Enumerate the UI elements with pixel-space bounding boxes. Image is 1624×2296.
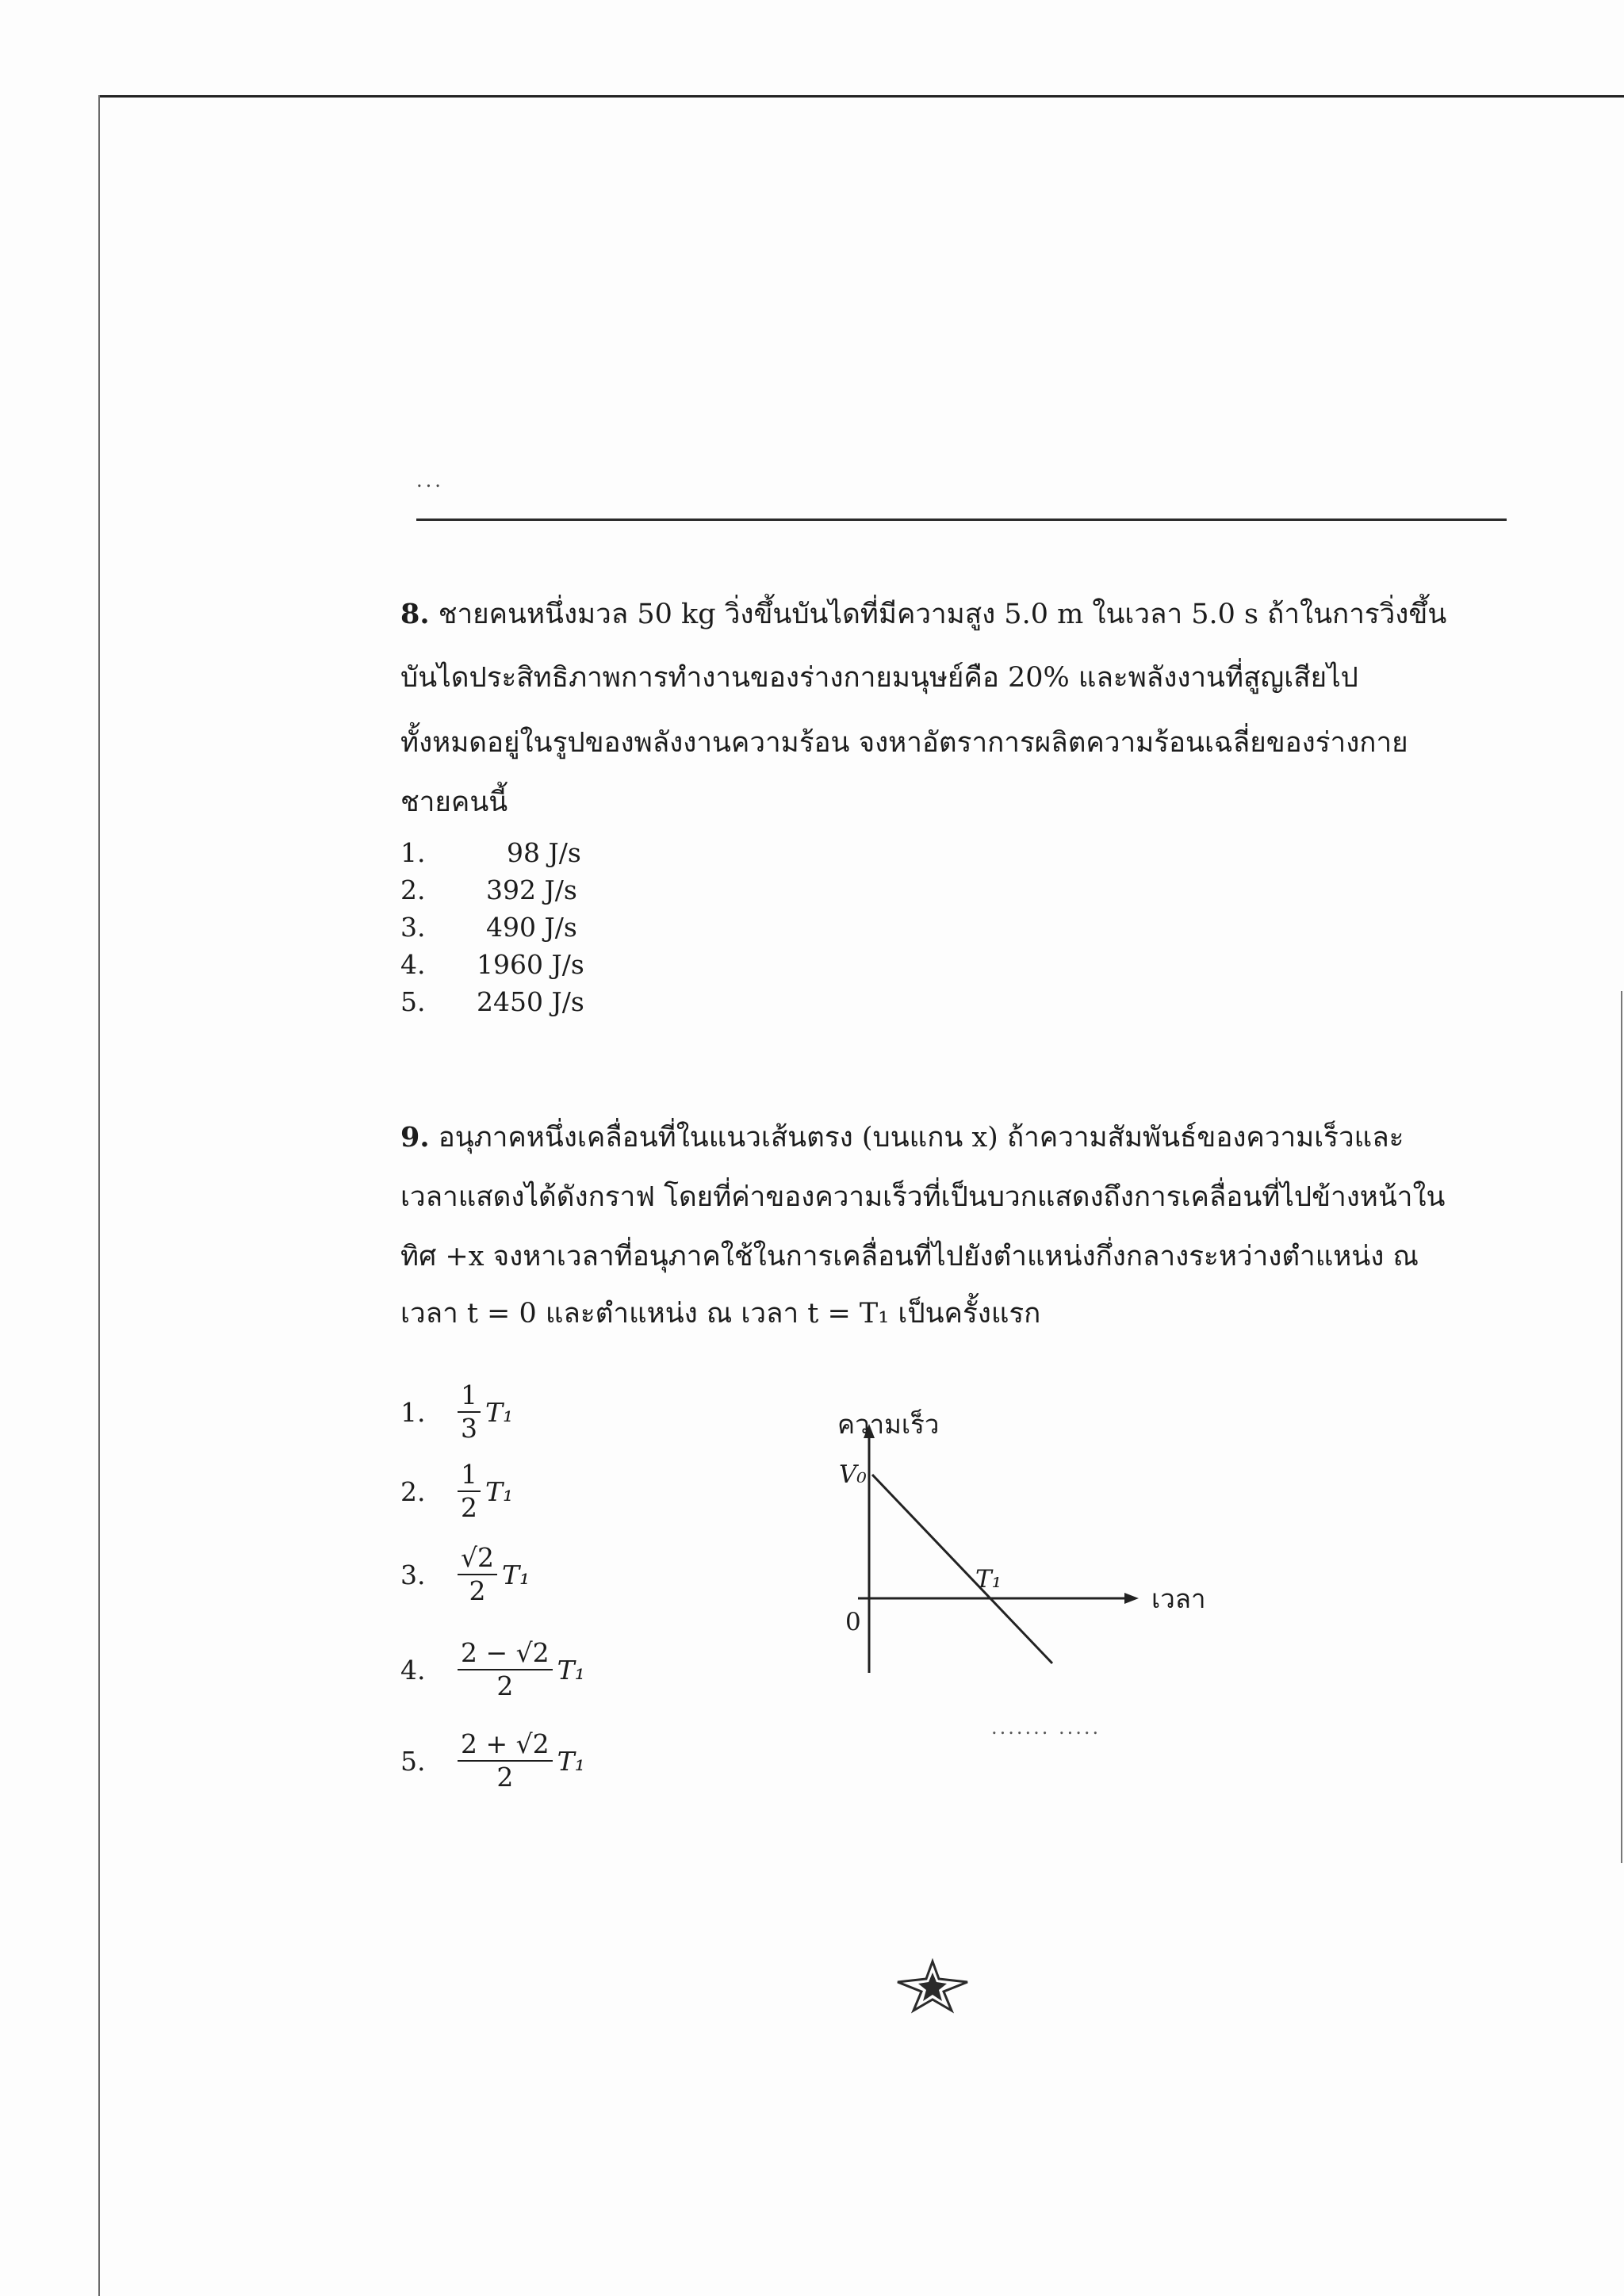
page-edge-right (1621, 991, 1622, 1863)
header-dots: ... (416, 469, 444, 492)
q8-line-1 (400, 583, 1507, 646)
q9-line-1 (400, 1106, 1507, 1169)
x-axis-arrow (1124, 1593, 1139, 1604)
q9-option-4: 4. $\frac{2 - √2}{2}$ T₁ (400, 1637, 585, 1701)
q8-option-1: 1. 98 J/s (400, 837, 581, 868)
q9-line-1-text: อนุภาคหนึ่งเคลื่อนที่ในแนวเส้นตรง (บนแกน x) ถ้าความสัมพันธ์ของความเร็วและ (438, 1122, 1404, 1154)
t1-label: T₁ (975, 1565, 1002, 1594)
q9-number: 9. (400, 1121, 430, 1154)
q9-option-3: 3. $\frac{√2}{2}$ T₁ (400, 1542, 530, 1606)
footer-dashes: ....... ..... (991, 1716, 1101, 1739)
origin-label: 0 (845, 1608, 861, 1636)
q8-option-4: 4. 1960 J/s (400, 949, 584, 980)
q8-option-2: 2. 392 J/s (400, 874, 577, 905)
header-rule (416, 519, 1507, 521)
star-stamp-icon (894, 1958, 971, 2015)
q8-line-4: ชายคนนี้ (400, 786, 508, 818)
q8-line-3: ทั้งหมดอยู่ในรูปของพลังงานความร้อน จงหาอัตราการผลิตความร้อนเฉลี่ยของร่างกาย (400, 727, 1408, 759)
velocity-time-graph (809, 1403, 1221, 1697)
q8-line-1-text: ชายคนหนึ่งมวล 50 kg วิ่งขึ้นบันไดที่มีความสูง 5.0 m ในเวลา 5.0 s ถ้าในการวิ่งขึ้น (438, 599, 1447, 630)
y-axis-label: ความเร็ว (837, 1409, 940, 1440)
q8-options (400, 834, 649, 1020)
page-edge-top (98, 95, 1624, 98)
v0-label: V₀ (839, 1460, 867, 1489)
velocity-line (872, 1475, 1052, 1663)
q9-line-2: เวลาแสดงได้ดังกราฟ โดยที่ค่าของความเร็วที่เป็นบวกแสดงถึงการเคลื่อนที่ไปข้างหน้าใน (400, 1181, 1446, 1213)
q9-option-2: 2. $\frac{1}{2}$ T₁ (400, 1459, 514, 1523)
q9-option-2-fraction: $\frac{1}{2}$ (458, 1459, 481, 1524)
page-edge-left (98, 95, 100, 2296)
q8-line-2: บันไดประสิทธิภาพการทำงานของร่างกายมนุษย์คือ 20% และพลังงานที่สูญเสียไป (400, 662, 1358, 694)
q9-line-4: เวลา t = 0 และตำแหน่ง ณ เวลา t = T₁ เป็นครั้งแรก (400, 1298, 1041, 1330)
q9-option-1: 1. $\frac{1}{3}$ T₁ (400, 1380, 514, 1444)
q9-option-4-fraction: $\frac{2 - √2}{2}$ (458, 1637, 553, 1702)
q9-option-3-fraction: $\frac{√2}{2}$ (458, 1542, 497, 1607)
x-axis-label: เวลา (1151, 1583, 1206, 1614)
q9-option-5-fraction: $\frac{2 + √2}{2}$ (458, 1728, 553, 1793)
q9-line-3: ทิศ +x จงหาเวลาที่อนุภาคใช้ในการเคลื่อนที่ไปยังตำแหน่งกึ่งกลางระหว่างตำแหน่ง ณ (400, 1241, 1419, 1272)
q9-option-1-fraction: $\frac{1}{3}$ (458, 1380, 481, 1445)
q8-option-3: 3. 490 J/s (400, 912, 577, 943)
q8-number: 8. (400, 598, 430, 630)
q8-option-5: 5. 2450 J/s (400, 986, 584, 1017)
q9-option-5: 5. $\frac{2 + √2}{2}$ T₁ (400, 1728, 585, 1793)
